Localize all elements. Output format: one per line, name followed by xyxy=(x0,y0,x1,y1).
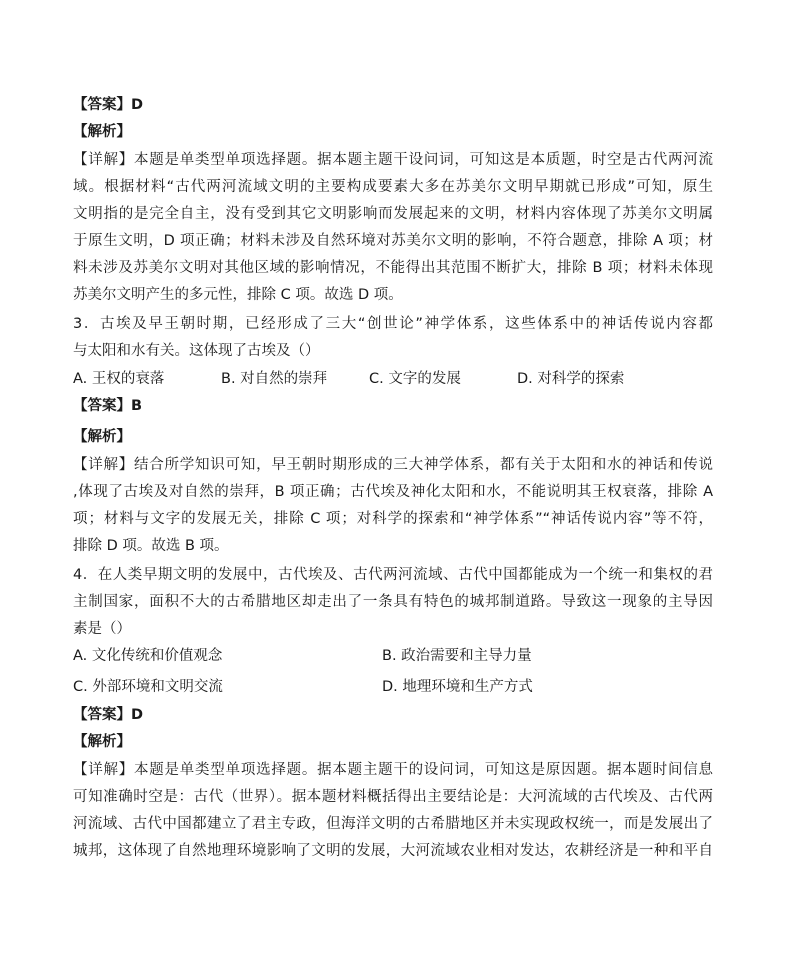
q2-detail-line: 苏美尔文明产生的多元性，排除 C 项。故选 D 项。 xyxy=(73,287,403,303)
q4-option-d: D. 地理环境和生产方式 xyxy=(382,679,533,695)
q3-stem-line: 与太阳和水有关。这体现了古埃及（） xyxy=(73,343,320,359)
q2-detail-line: 【详解】本题是单类型单项选择题。据本题主题干设问词，可知这是本质题，时空是古代两河流 xyxy=(73,152,713,168)
q3-stem-line: 3．古埃及早王朝时期，已经形成了三大“创世论”神学体系，这些体系中的神话传说内容都 xyxy=(73,316,713,332)
q4-detail-line: 河流域、古代中国都建立了君主专政，但海洋文明的古希腊地区并未实现政权统一，而是发展出了 xyxy=(73,816,713,832)
q4-option-c: C. 外部环境和文明交流 xyxy=(73,679,223,695)
q2-detail-line: 域。根据材料“古代两河流域文明的主要构成要素大多在苏美尔文明早期就已形成”可知，原生 xyxy=(73,179,713,195)
q4-detail-line: 城邦，这体现了自然地理环境影响了文明的发展，大河流域农业相对发达，农耕经济是一种和平自 xyxy=(73,843,713,859)
q4-answer xyxy=(73,705,713,725)
q4-option-b: B. 政治需要和主导力量 xyxy=(382,648,532,664)
q4-answer-value: D xyxy=(131,707,144,723)
q4-answer-label: 【答案】 xyxy=(73,707,131,723)
q3-option-c: C. 文字的发展 xyxy=(369,371,461,387)
q2-answer-label: 【答案】 xyxy=(73,97,131,113)
q2-detail-line: 于原生文明，D 项正确；材料未涉及自然环境对苏美尔文明的影响，不符合题意，排除 A 项；材 xyxy=(73,233,713,249)
q4-stem-line: 主制国家，面积不大的古希腊地区却走出了一条具有特色的城邦制道路。导致这一现象的主导因 xyxy=(73,594,713,610)
q2-answer-value: D xyxy=(131,97,144,113)
q4-option-a: A. 文化传统和价值观念 xyxy=(73,648,223,664)
q2-detail-line: 文明指的是完全自主，没有受到其它文明影响而发展起来的文明，材料内容体现了苏美尔文明属 xyxy=(73,206,713,222)
q4-stem-line: 4．在人类早期文明的发展中，古代埃及、古代两河流域、古代中国都能成为一个统一和集权的君 xyxy=(73,567,713,583)
q3-option-a: A. 王权的衰落 xyxy=(73,371,165,387)
q4-detail-line: 【详解】本题是单类型单项选择题。据本题主题干的设问词，可知这是原因题。据本题时间信息 xyxy=(73,762,713,778)
q3-detail-line: 排除 D 项。故选 B 项。 xyxy=(73,538,229,554)
q4-stem-line: 素是（） xyxy=(73,621,131,637)
q3-detail-line: 【详解】结合所学知识可知，早王朝时期形成的三大神学体系，都有关于太阳和水的神话和传说 xyxy=(73,457,713,473)
q3-analysis-label: 【解析】 xyxy=(73,429,131,445)
q2-answer xyxy=(73,95,713,115)
q3-answer xyxy=(73,396,713,416)
q3-answer-label: 【答案】 xyxy=(73,398,131,414)
q3-option-b: B. 对自然的崇拜 xyxy=(221,371,328,387)
q4-analysis-label: 【解析】 xyxy=(73,734,131,750)
q2-detail-line: 料未涉及苏美尔文明对其他区域的影响情况，不能得出其范围不断扩大，排除 B 项；材料未体现 xyxy=(73,260,713,276)
q3-answer-value: B xyxy=(131,398,143,414)
q4-detail-line: 可知准确时空是：古代（世界）。据本题材料概括得出主要结论是：大河流域的古代埃及、古代两 xyxy=(73,789,713,805)
q2-analysis-label: 【解析】 xyxy=(73,124,131,140)
q3-detail-line: 项；材料与文字的发展无关，排除 C 项；对科学的探索和“神学体系”“神话传说内容”等不符， xyxy=(73,511,713,527)
q3-option-d: D. 对科学的探索 xyxy=(517,371,625,387)
q3-detail-line: ,体现了古埃及对自然的崇拜，B 项正确；古代埃及神化太阳和水，不能说明其王权衰落，排除 A xyxy=(73,484,713,500)
